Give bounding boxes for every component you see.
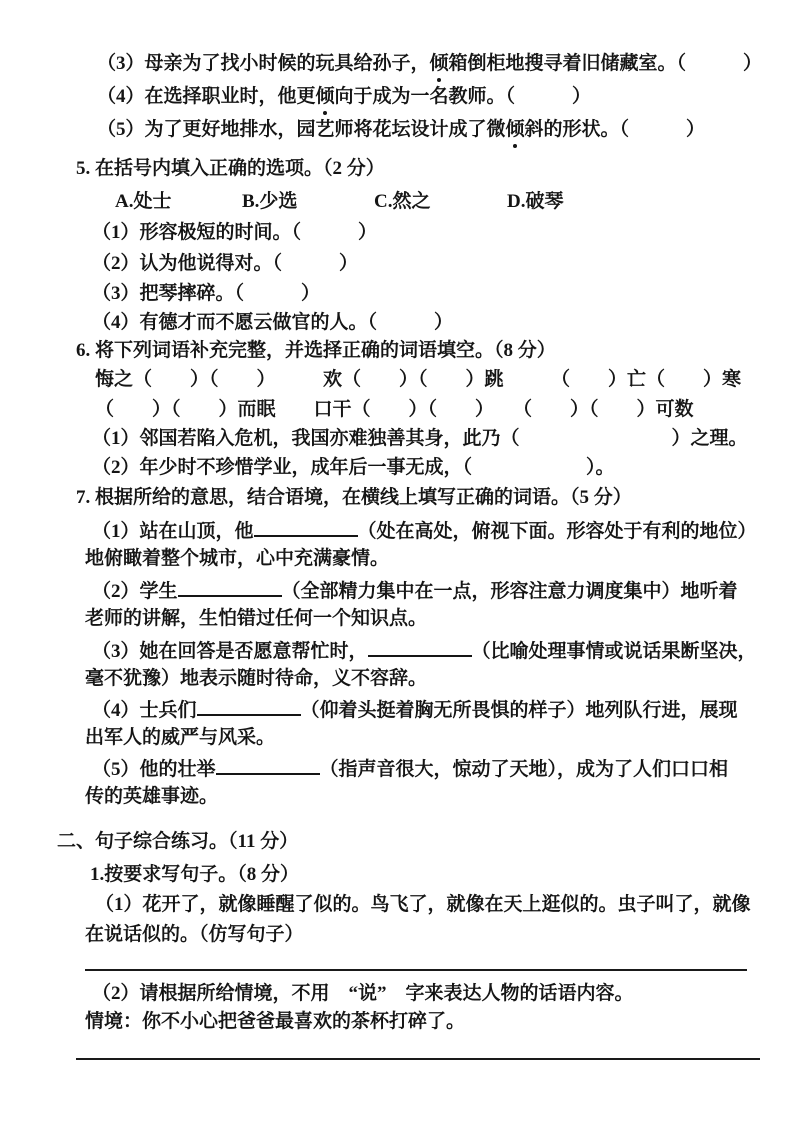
- answer-line: [85, 969, 747, 971]
- idiom-row: （ ）（ ）而眠 口干（ ）（ ） （ ）（ ）可数: [95, 399, 694, 420]
- item-text: （全部精力集中在一点，形容注意力调度集中）地听着: [281, 581, 738, 602]
- item-text: （比喻处理事情或说话果断坚决，: [471, 641, 757, 662]
- question-item: [92, 695, 738, 724]
- item-text: （4）在选择职业时，他更: [97, 86, 316, 107]
- question-item: （1）形容极短的时间。（ ）: [92, 222, 378, 243]
- question-item: [97, 51, 762, 77]
- question-6-header: 6. 将下列词语补充完整，并选择正确的词语填空。（8 分）: [76, 340, 556, 361]
- option-a: A.处士: [115, 191, 172, 212]
- item-text: （3）母亲为了找小时候的玩具给孙子，: [97, 53, 430, 74]
- answer-line: [76, 1058, 760, 1060]
- question-item: （1）花开了，就像睡醒了似的。鸟飞了，就像在天上逛似的。虫子叫了，就像: [95, 894, 751, 915]
- sub-question-header: 1.按要求写句子。（8 分）: [90, 864, 300, 885]
- item-text: （处在高处，俯视下面。形容处于有利的地位）: [357, 521, 757, 542]
- answer-blank: [197, 695, 301, 716]
- item-continuation: 出军人的威严与风采。: [85, 727, 276, 748]
- item-text: （仰着头挺着胸无所畏惧的样子）地列队行进，展现: [300, 700, 738, 721]
- answer-blank: [178, 576, 282, 597]
- item-text: （2）学生: [92, 581, 178, 602]
- emphasized-char: 倾: [430, 51, 449, 77]
- idiom-row: 悔之（ ）（ ） 欢（ ）（ ）跳 （ ）亡（ ）寒: [95, 369, 742, 390]
- item-text: 向于成为一名教师。（ ）: [334, 86, 592, 107]
- question-5-header: 5. 在括号内填入正确的选项。（2 分）: [76, 158, 385, 179]
- answer-blank: [368, 636, 472, 657]
- item-continuation: 毫不犹豫）地表示随时待命，义不容辞。: [85, 668, 428, 689]
- question-7-header: 7. 根据所给的意思，结合语境，在横线上填写正确的词语。（5 分）: [76, 487, 632, 508]
- option-d: D.破琴: [507, 191, 564, 212]
- option-c: C.然之: [374, 191, 431, 212]
- question-item: [92, 576, 738, 605]
- question-item: （2）年少时不珍惜学业，成年后一事无成，（ ）。: [92, 457, 615, 478]
- question-item: [97, 117, 705, 143]
- option-b: B.少选: [242, 191, 298, 212]
- answer-blank: [216, 754, 320, 775]
- question-item: [92, 636, 757, 665]
- item-continuation: 老师的讲解，生怕错过任何一个知识点。: [85, 608, 428, 629]
- item-text: （5）为了更好地排水，园艺师将花坛设计成了微: [97, 119, 506, 140]
- question-item: （2）认为他说得对。（ ）: [92, 253, 359, 274]
- item-continuation: 在说话似的。（仿写句子）: [85, 924, 304, 945]
- question-item: [92, 516, 757, 545]
- item-continuation: 情境：你不小心把爸爸最喜欢的茶杯打碎了。: [85, 1011, 466, 1032]
- item-text: 箱倒柜地搜寻着旧储藏室。（ ）: [448, 53, 763, 74]
- item-text: （5）他的壮举: [92, 759, 216, 780]
- item-continuation: 地俯瞰着整个城市，心中充满豪情。: [85, 548, 390, 569]
- answer-blank: [254, 516, 358, 537]
- emphasized-char: 倾: [316, 84, 335, 110]
- question-item: （2）请根据所给情境，不用 “说” 字来表达人物的话语内容。: [92, 983, 634, 1004]
- section-2-header: 二、句子综合练习。（11 分）: [57, 831, 299, 852]
- item-text: （4）士兵们: [92, 700, 197, 721]
- item-text: （指声音很大，惊动了天地），成为了人们口口相: [319, 759, 729, 780]
- question-item: [97, 84, 591, 110]
- question-item: （3）把琴摔碎。（ ）: [92, 283, 321, 304]
- question-item: （4）有德才而不愿云做官的人。（ ）: [92, 312, 454, 333]
- item-continuation: 传的英雄事迹。: [85, 786, 219, 807]
- item-text: （3）她在回答是否愿意帮忙时，: [92, 641, 368, 662]
- emphasized-char: 倾: [506, 117, 525, 143]
- item-text: 斜的形状。（ ）: [524, 119, 706, 140]
- question-item: [92, 754, 728, 783]
- question-item: （1）邻国若陷入危机，我国亦难独善其身，此乃（ ）之理。: [92, 428, 748, 449]
- item-text: （1）站在山顶，他: [92, 521, 254, 542]
